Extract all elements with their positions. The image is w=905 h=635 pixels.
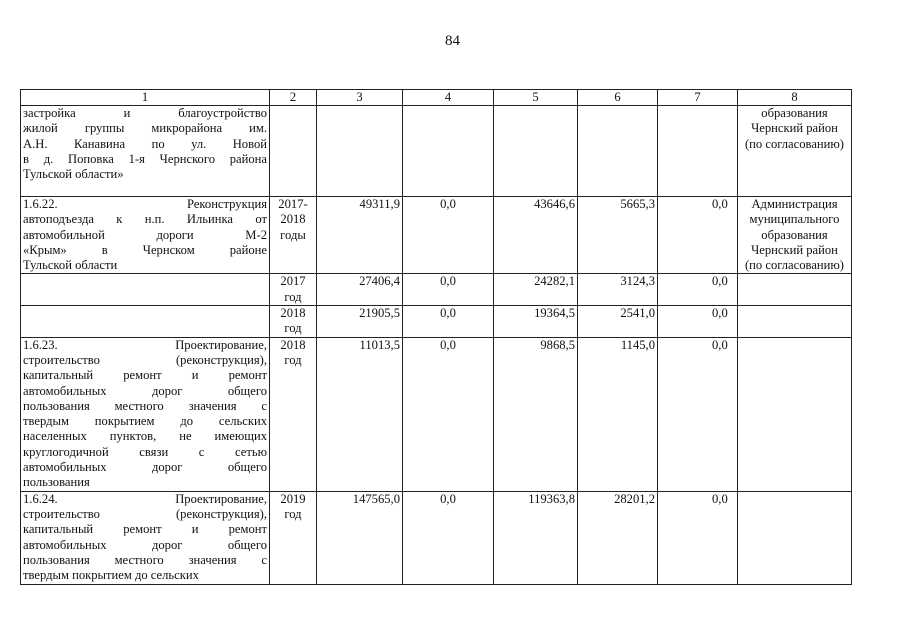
measure-description-line: 1.6.23. Проектирование, — [23, 337, 267, 352]
implementation-period-line: год — [284, 289, 302, 304]
responsible-executor-line: муниципального — [749, 212, 840, 227]
implementation-period-line: 2019 — [280, 491, 306, 506]
measure-description-line: твердым покрытием до сельских — [23, 414, 267, 429]
extra-budgetary: 0,0 — [658, 197, 738, 274]
implementation-period-line: год — [284, 321, 302, 336]
measure-description-line: 1.6.24. Проектирование, — [23, 491, 267, 506]
measure-description-line: автоподъезда к н.п. Ильинка от — [23, 212, 267, 227]
table-row — [21, 106, 852, 197]
federal-budget: 0,0 — [403, 197, 494, 274]
responsible-executor — [738, 306, 852, 338]
col-header-6: 6 — [578, 90, 658, 106]
measure-description-line: автомобильных дорог общего — [23, 537, 267, 552]
responsible-executor — [738, 337, 852, 491]
measure-description-line: 1.6.22. Реконструкция — [23, 197, 267, 211]
responsible-executor-line: (по согласованию) — [744, 258, 844, 273]
measure-description — [21, 274, 270, 306]
responsible-executor — [738, 274, 852, 306]
measure-description-line: застройка и благоустройство — [23, 106, 267, 120]
responsible-executor — [738, 106, 852, 197]
measure-description — [21, 106, 270, 197]
extra-budgetary: 0,0 — [658, 306, 738, 338]
measure-description-line: жилой группы микрорайона им. — [23, 121, 267, 136]
total-funding: 147565,0 — [317, 491, 403, 584]
responsible-executor — [738, 197, 852, 274]
total-funding — [317, 106, 403, 197]
col-header-7: 7 — [658, 90, 738, 106]
implementation-period — [270, 337, 317, 491]
measure-description-line: А.Н. Канавина по ул. Новой — [23, 136, 267, 151]
implementation-period — [270, 274, 317, 306]
measure-description-line: строительство (реконструкция), — [23, 506, 267, 521]
extra-budgetary: 0,0 — [658, 337, 738, 491]
implementation-period-line: 2018 — [280, 306, 306, 321]
measure-description — [21, 306, 270, 338]
measure-description-line: автомобильной дороги М-2 — [23, 227, 267, 242]
measure-description-line: пользования — [23, 475, 90, 490]
implementation-period-line: 2017 — [280, 274, 306, 289]
responsible-executor-line: образования — [761, 106, 828, 120]
regional-budget: 119363,8 — [494, 491, 578, 584]
implementation-period-line: 2018 — [280, 212, 306, 227]
total-funding: 21905,5 — [317, 306, 403, 338]
page-number: 84 — [445, 33, 460, 49]
implementation-period-line: год — [284, 352, 302, 367]
measure-description — [21, 197, 270, 274]
implementation-period — [270, 197, 317, 274]
total-funding: 11013,5 — [317, 337, 403, 491]
federal-budget: 0,0 — [403, 274, 494, 306]
local-budget: 5665,3 — [578, 197, 658, 274]
measure-description — [21, 337, 270, 491]
measure-description-line: «Крым» в Чернском районе — [23, 242, 267, 257]
total-funding: 49311,9 — [317, 197, 403, 274]
measure-description-line: Тульской области — [23, 258, 118, 273]
measure-description-line: автомобильных дорог общего — [23, 383, 267, 398]
federal-budget — [403, 106, 494, 197]
header-row — [21, 90, 852, 106]
table-row — [21, 274, 852, 306]
local-budget: 28201,2 — [578, 491, 658, 584]
measure-description-line: пользования местного значения с — [23, 552, 267, 567]
local-budget: 3124,3 — [578, 274, 658, 306]
regional-budget: 24282,1 — [494, 274, 578, 306]
responsible-executor-line: образования — [761, 227, 828, 242]
local-budget — [578, 106, 658, 197]
measure-description-line: круглогодичной связи с сетью — [23, 444, 267, 459]
measure-description-line: в д. Поповка 1-я Чернского района — [23, 151, 267, 166]
regional-budget: 9868,5 — [494, 337, 578, 491]
responsible-executor-line: (по согласованию) — [744, 136, 844, 151]
total-funding: 27406,4 — [317, 274, 403, 306]
responsible-executor — [738, 491, 852, 584]
measure-description-line: пользования местного значения с — [23, 398, 267, 413]
responsible-executor-line: Администрация — [751, 197, 838, 211]
federal-budget: 0,0 — [403, 337, 494, 491]
extra-budgetary — [658, 106, 738, 197]
table-row — [21, 306, 852, 338]
implementation-period — [270, 491, 317, 584]
measure-description-line: твердым покрытием до сельских — [23, 568, 199, 583]
implementation-period-line: год — [284, 506, 302, 521]
measure-description-line: автомобильных дорог общего — [23, 460, 267, 475]
table-row — [21, 337, 852, 491]
regional-budget — [494, 106, 578, 197]
measure-description-line: капитальный ремонт и ремонт — [23, 368, 267, 383]
implementation-period — [270, 306, 317, 338]
implementation-period-line: 2018 — [280, 337, 306, 352]
local-budget: 2541,0 — [578, 306, 658, 338]
measure-description-line: строительство (реконструкция), — [23, 352, 267, 367]
measure-description-line: Тульской области» — [23, 167, 124, 182]
col-header-1: 1 — [21, 90, 270, 106]
col-header-4: 4 — [403, 90, 494, 106]
col-header-2: 2 — [270, 90, 317, 106]
regional-budget: 19364,5 — [494, 306, 578, 338]
regional-budget: 43646,6 — [494, 197, 578, 274]
extra-budgetary: 0,0 — [658, 491, 738, 584]
responsible-executor-line: Чернский район — [751, 121, 838, 136]
local-budget: 1145,0 — [578, 337, 658, 491]
federal-budget: 0,0 — [403, 491, 494, 584]
responsible-executor-line: Чернский район — [751, 242, 838, 257]
measure-description — [21, 491, 270, 584]
budget-table — [20, 89, 852, 585]
implementation-period — [270, 106, 317, 197]
implementation-period-line: 2017- — [278, 197, 308, 211]
measure-description-line: населенных пунктов, не имеющих — [23, 429, 267, 444]
col-header-5: 5 — [494, 90, 578, 106]
implementation-period-line: годы — [280, 227, 306, 242]
col-header-3: 3 — [317, 90, 403, 106]
col-header-8: 8 — [738, 90, 852, 106]
measure-description-line: капитальный ремонт и ремонт — [23, 522, 267, 537]
extra-budgetary: 0,0 — [658, 274, 738, 306]
table-row — [21, 197, 852, 274]
table-row — [21, 491, 852, 584]
federal-budget: 0,0 — [403, 306, 494, 338]
